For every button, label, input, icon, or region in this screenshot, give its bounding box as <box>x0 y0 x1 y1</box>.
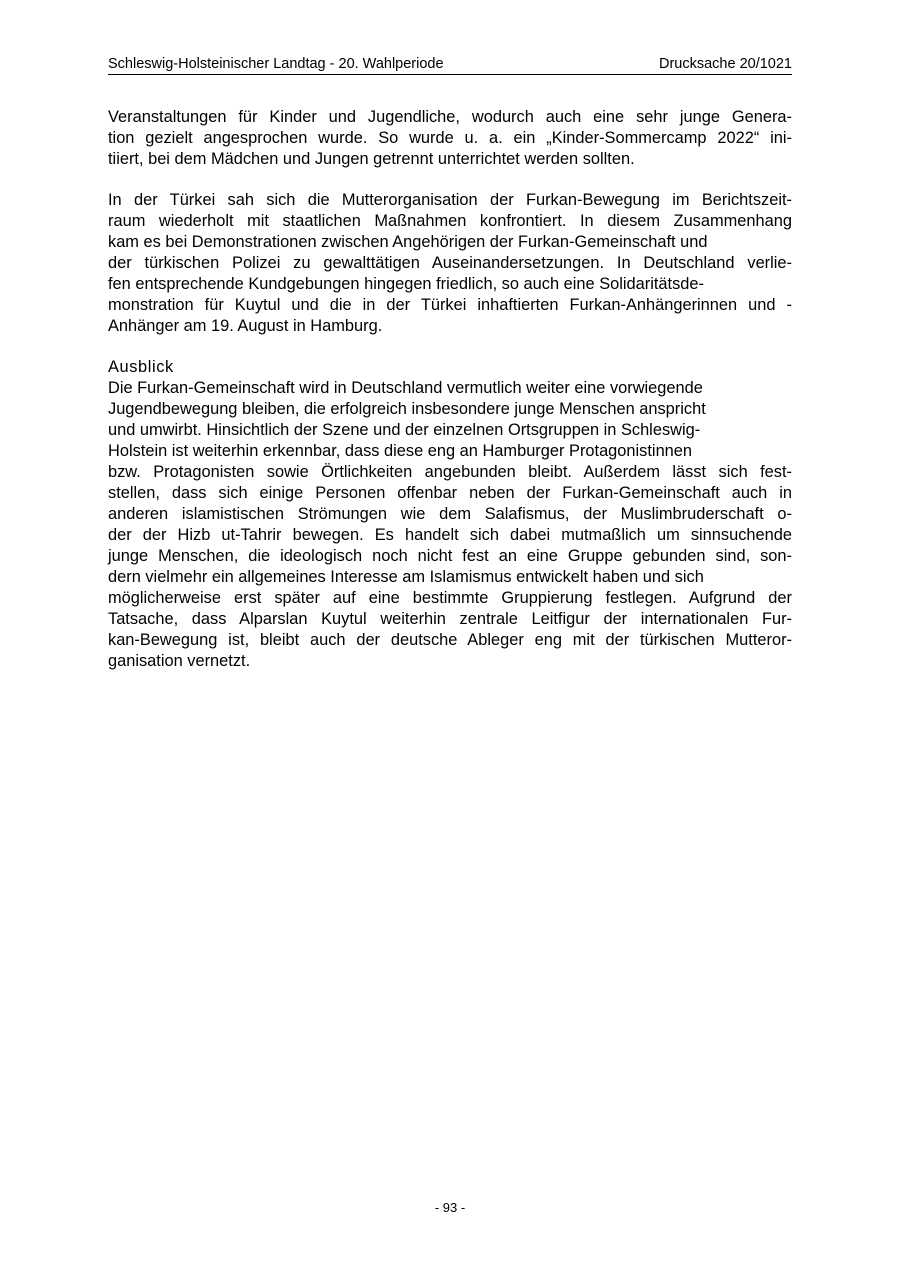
text-line: bzw. Protagonisten sowie Örtlichkeiten angebunden bleibt. Außerdem lässt sich fest- <box>108 463 792 481</box>
text-line: kan-Bewegung ist, bleibt auch der deutsche Ableger eng mit der türkischen Mutteror- <box>108 631 792 649</box>
text-line: ganisation vernetzt. <box>108 652 251 670</box>
text-line: tiiert, bei dem Mädchen und Jungen getrennt unterrichtet werden sollten. <box>108 150 635 168</box>
text-line: dern vielmehr ein allgemeines Interesse am Islamismus entwickelt haben und sich <box>108 568 704 586</box>
text-line: und umwirbt. Hinsichtlich der Szene und der einzelnen Ortsgruppen in Schleswig- <box>108 421 701 439</box>
text-line: Jugendbewegung bleiben, die erfolgreich insbesondere junge Menschen anspricht <box>108 400 706 418</box>
text-line: der türkischen Polizei zu gewalttätigen Auseinandersetzungen. In Deutschland verlie- <box>108 254 792 272</box>
text-line: Holstein ist weiterhin erkennbar, dass diese eng an Hamburger Protagonistinnen <box>108 442 693 460</box>
text-line: monstration für Kuytul und die in der Türkei inhaftierten Furkan-Anhängerinnen und - <box>108 296 792 314</box>
text-line: anderen islamistischen Strömungen wie dem Salafismus, der Muslimbruderschaft o- <box>108 505 792 523</box>
section-heading-ausblick: Ausblick <box>108 358 174 376</box>
header-document-number: Drucksache 20/1021 <box>659 56 792 72</box>
text-line: möglicherweise erst später auf eine bestimmte Gruppierung festlegen. Aufgrund der <box>108 589 792 607</box>
text-line: Die Furkan-Gemeinschaft wird in Deutschland vermutlich weiter eine vorwiegende <box>108 379 703 397</box>
text-line: raum wiederholt mit staatlichen Maßnahmen konfrontiert. In diesem Zusammenhang <box>108 212 792 230</box>
header-parliament-title: Schleswig-Holsteinischer Landtag - 20. Wahlperiode <box>108 56 444 72</box>
text-line: junge Menschen, die ideologisch noch nicht fest an eine Gruppe gebunden sind, son- <box>108 547 792 565</box>
text-line: der der Hizb ut-Tahrir bewegen. Es handelt sich dabei mutmaßlich um sinnsuchende <box>108 526 792 544</box>
text-line: Veranstaltungen für Kinder und Jugendliche, wodurch auch eine sehr junge Genera- <box>108 108 792 126</box>
text-line: tion gezielt angesprochen wurde. So wurde u. a. ein „Kinder-Sommercamp 2022“ ini- <box>108 129 792 147</box>
text-line: Anhänger am 19. August in Hamburg. <box>108 317 383 335</box>
text-line: fen entsprechende Kundgebungen hingegen friedlich, so auch eine Solidaritätsde- <box>108 275 704 293</box>
page-header <box>108 56 792 75</box>
page-number: - 93 - <box>434 1200 466 1215</box>
text-line: In der Türkei sah sich die Mutterorganisation der Furkan-Bewegung im Berichtszeit- <box>108 191 792 209</box>
text-line: kam es bei Demonstrationen zwischen Angehörigen der Furkan-Gemeinschaft und <box>108 233 708 251</box>
text-line: Tatsache, dass Alparslan Kuytul weiterhin zentrale Leitfigur der internationalen Fur- <box>108 610 792 628</box>
text-line: stellen, dass sich einige Personen offenbar neben der Furkan-Gemeinschaft auch in <box>108 484 792 502</box>
